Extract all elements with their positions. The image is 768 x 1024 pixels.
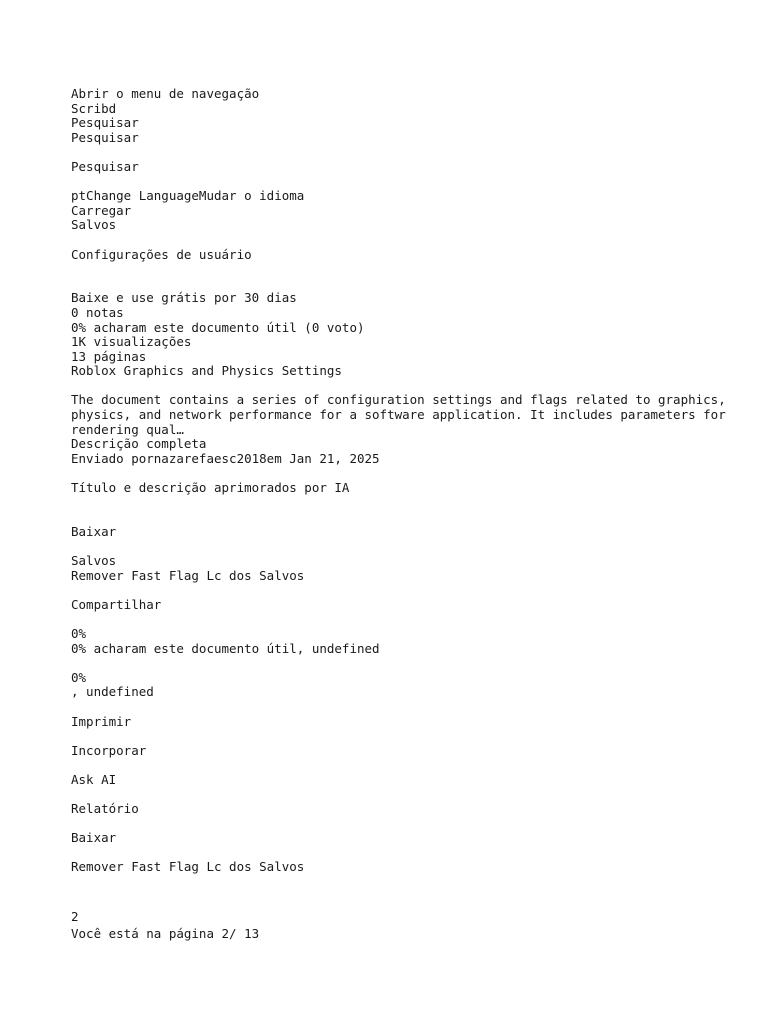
useful-vote-label: 0% acharam este documento útil, undefined [71,640,380,656]
ai-enhanced-note: Título e descrição aprimorados por IA [71,480,350,496]
free-trial-link[interactable]: Baixe e use grátis por 30 dias [71,290,297,306]
scribd-logo-link[interactable]: Scribd [71,100,117,116]
spacer [71,788,731,803]
full-description-button[interactable]: Descrição completa [71,436,207,452]
spacer [71,700,731,715]
remove-saved-button[interactable]: Remover Fast Flag Lc dos Salvos [71,859,305,875]
views-count: 1K visualizações [71,334,192,350]
spacer [71,466,731,481]
change-language-button[interactable]: ptChange LanguageMudar o idioma [71,188,305,204]
spacer [71,729,731,744]
spacer [71,379,731,394]
spacer [71,175,731,190]
useful-vote-button[interactable]: 0% [71,625,87,641]
download-button-secondary[interactable]: Baixar [71,830,117,846]
ask-ai-button[interactable]: Ask AI [71,771,117,787]
share-button[interactable]: Compartilhar [71,596,162,612]
spacer [71,817,731,832]
spacer [71,656,731,671]
search-label: Pesquisar [71,115,139,131]
embed-button[interactable]: Incorporar [71,742,147,758]
spacer [71,875,731,904]
spacer [71,846,731,861]
current-page-number: 2 [71,909,79,925]
search-button[interactable]: Pesquisar [71,129,139,145]
spacer [71,539,731,554]
page-count: 13 páginas [71,348,147,364]
spacer [71,612,731,627]
page-content [71,87,731,941]
page-status: Você está na página 2/ 13 [71,925,260,941]
document-description: The document contains a series of configuration settings and flags related to graphics, physics, and network performance for a software application. It includes parameters for rendering qual… [71,392,726,437]
useful-summary: 0% acharam este documento útil (0 voto) [71,319,365,335]
open-nav-menu-button[interactable]: Abrir o menu de navegação [71,86,260,101]
ratings-count: 0 notas [71,304,124,320]
not-useful-vote-label: , undefined [71,684,154,700]
spacer [71,583,731,598]
spacer [71,262,731,291]
report-button[interactable]: Relatório [71,801,139,817]
search-submit-button[interactable]: Pesquisar [71,158,139,174]
print-button[interactable]: Imprimir [71,713,132,729]
spacer [71,145,731,160]
saved-link[interactable]: Salvos [71,217,117,233]
upload-link[interactable]: Carregar [71,202,132,218]
document-title: Roblox Graphics and Physics Settings [71,363,342,379]
user-settings-button[interactable]: Configurações de usuário [71,246,252,262]
download-button[interactable]: Baixar [71,523,117,539]
not-useful-vote-button[interactable]: 0% [71,669,87,685]
spacer [71,496,731,525]
remove-saved-label: Remover Fast Flag Lc dos Salvos [71,567,305,583]
spacer [71,233,731,248]
uploader-info: Enviado pornazarefaesc2018em Jan 21, 2025 [71,450,380,466]
spacer [71,758,731,773]
saved-button[interactable]: Salvos [71,553,117,568]
